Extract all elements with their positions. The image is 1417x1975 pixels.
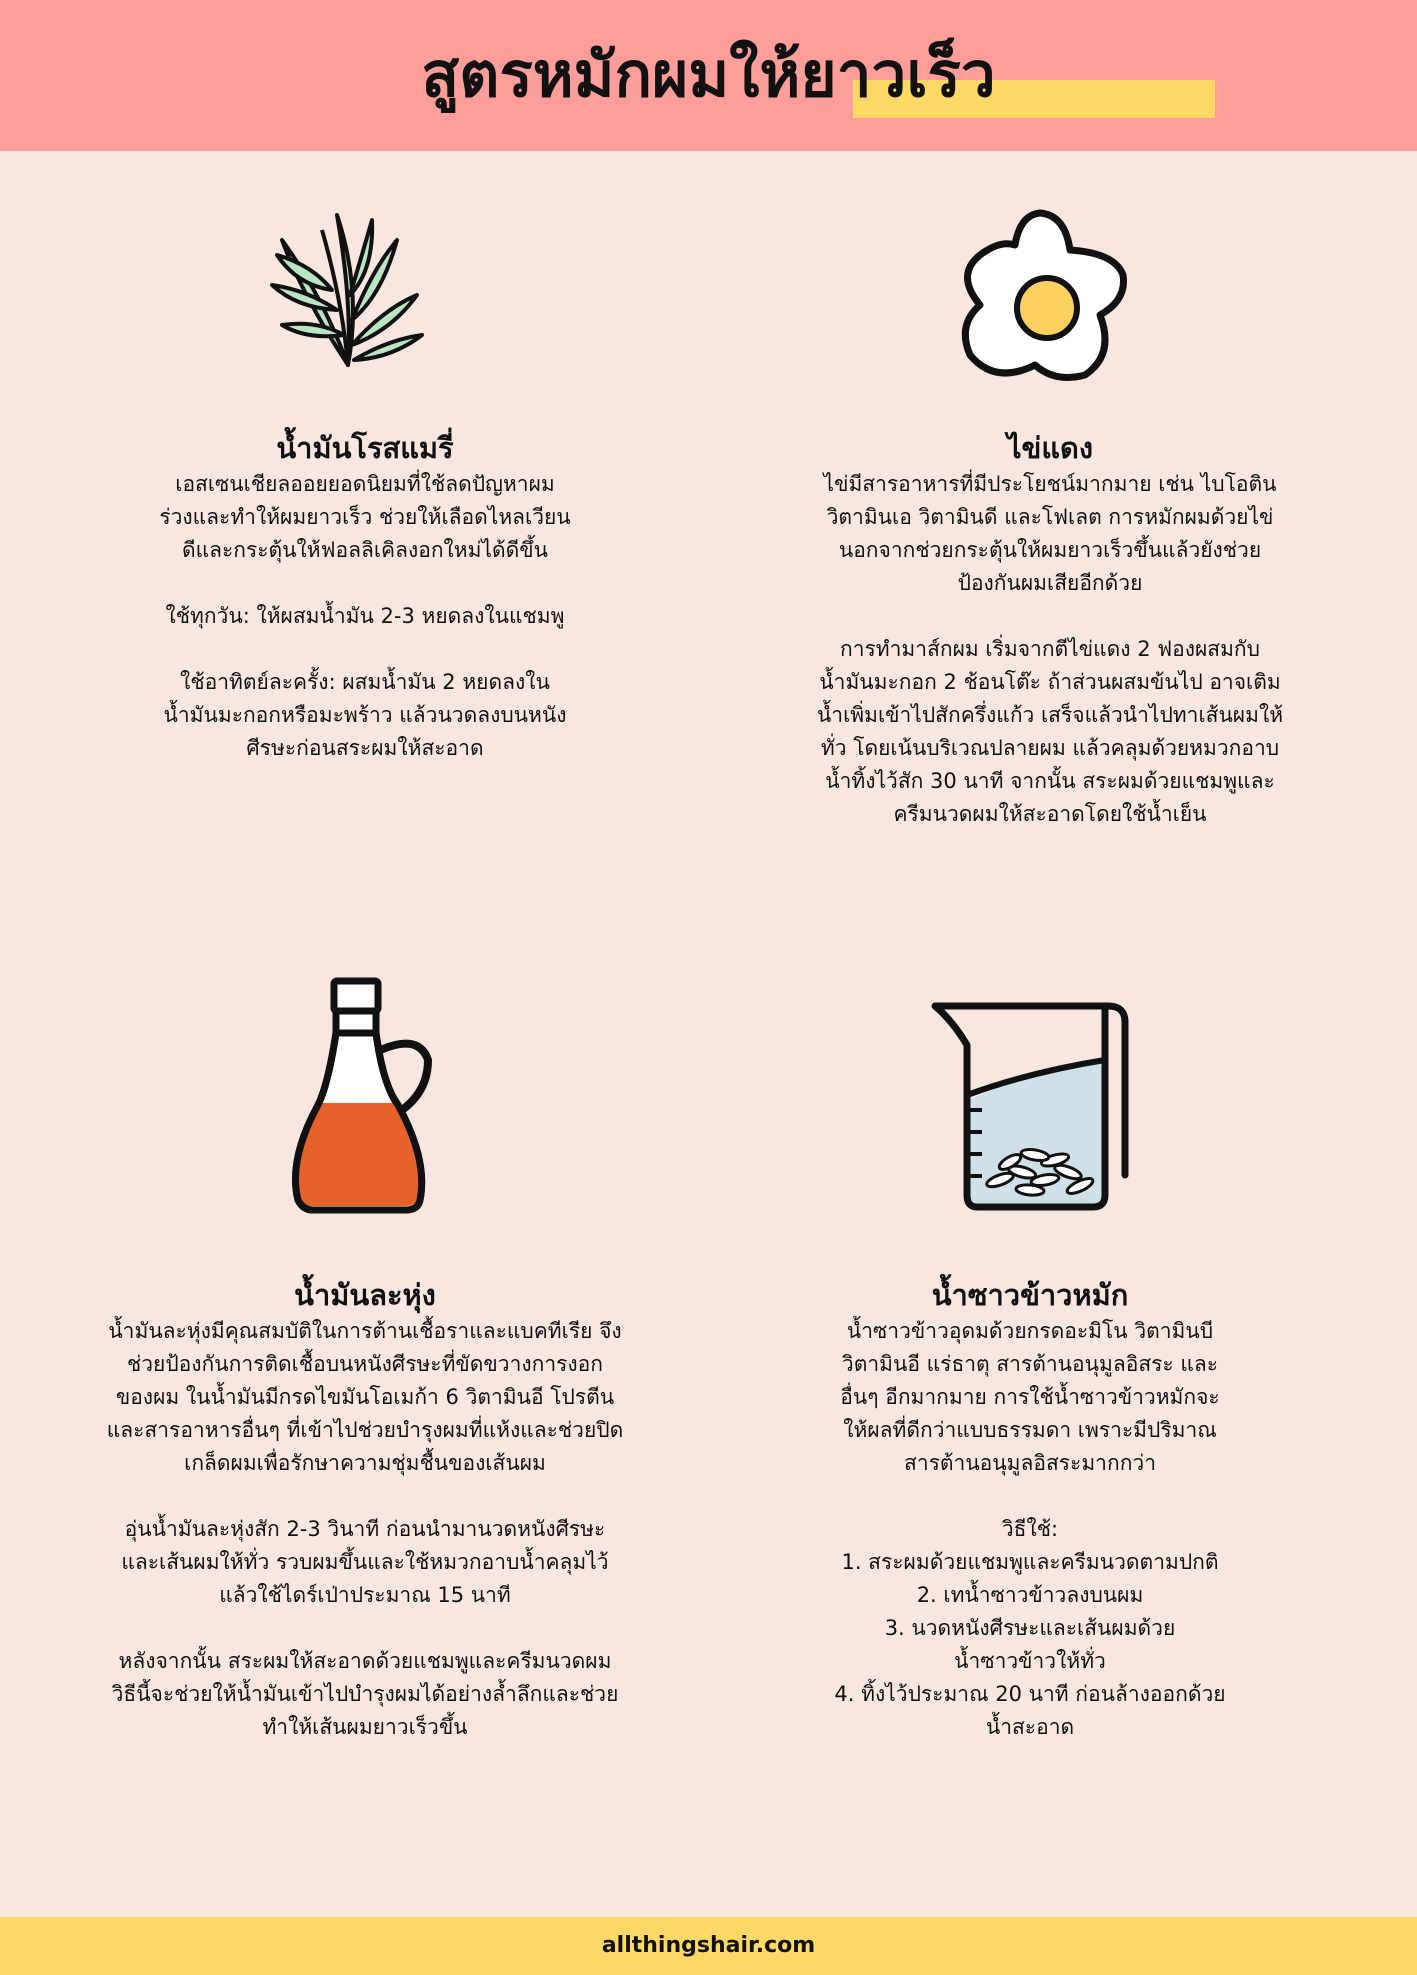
body-line: ช่วยป้องกันการติดเชื้อบนหนังศีรษะที่ขัดขวางการงอก	[127, 1352, 603, 1376]
body-line: ศีรษะก่อนสระผมให้สะอาด	[246, 736, 484, 760]
body-line: น้ำเพิ่มเข้าไปสักครึ่งแก้ว เสร็จแล้วนำไปทาเส้นผมให้	[816, 703, 1284, 727]
list-item: น้ำสะอาด	[985, 1715, 1075, 1739]
section-castor-oil	[55, 1275, 675, 1744]
body-line: เกล็ดผมเพื่อรักษาความชุ่มชื้นของเส้นผม	[184, 1451, 546, 1475]
body-line: ป้องกันผมเสียอีกด้วย	[957, 571, 1143, 595]
page-title: สูตรหมักผมให้ยาวเร็ว	[421, 38, 996, 111]
body-line: นอกจากช่วยกระตุ้นให้ผมยาวเร็วขึ้นแล้วยังช่วย	[838, 538, 1262, 562]
body-line: วิตามินเอ วิตามินดี และโฟเลต การหมักผมด้วยไข่	[826, 505, 1274, 529]
usage-steps	[760, 1546, 1300, 1744]
body-line: วิตามินอี แร่ธาตุ สารต้านอนุมูลอิสระ และ	[841, 1352, 1219, 1376]
footer-website: allthingshair.com	[601, 1933, 816, 1958]
body-line: อุ่นน้ำมันละหุ่งสัก 2-3 วินาที ก่อนนำมานวดหนังศีรษะ	[124, 1517, 606, 1541]
body-line: วิธีนี้จะช่วยให้น้ำมันเข้าไปบำรุงผมได้อย่างล้ำลึกและช่วย	[111, 1682, 619, 1706]
section-heading: ไข่แดง	[1006, 431, 1094, 465]
rosemary-sprig-icon	[262, 200, 432, 370]
body-line: และสารอาหารอื่นๆ ที่เข้าไปช่วยบำรุงผมที่แห้งและช่วยปิด	[106, 1418, 624, 1442]
body-line: อื่นๆ อีกมากมาย การใช้น้ำซาวข้าวหมักจะ	[840, 1385, 1220, 1409]
body-line: แล้วใช้ไดร์เป่าประมาณ 15 นาที	[219, 1583, 511, 1607]
list-item: 1. สระผมด้วยแชมพูและครีมนวดตามปกติ	[841, 1550, 1219, 1574]
body-line: เอสเซนเชียลออยยอดนิยมที่ใช้ลดปัญหาผม	[175, 472, 555, 496]
body-line: ไข่มีสารอาหารที่มีประโยชน์มากมาย เช่น ไบโอติน	[823, 472, 1277, 496]
section-egg-yolk	[770, 428, 1330, 831]
list-item: น้ำซาวข้าวให้ทั่ว	[954, 1649, 1106, 1673]
title-block	[0, 0, 1417, 151]
body-line: ใช้ทุกวัน: ให้ผสมน้ำมัน 2-3 หยดลงในแชมพู	[165, 604, 565, 628]
body-line: หลังจากนั้น สระผมให้สะอาดด้วยแชมพูและครีมนวดผม	[118, 1649, 612, 1673]
footer-bar	[0, 1917, 1417, 1975]
body-line: สารต้านอนุมูลอิสระมากกว่า	[904, 1451, 1156, 1475]
body-line: น้ำมันมะกอก 2 ช้อนโต๊ะ ถ้าส่วนผสมข้นไป อาจเติม	[819, 670, 1281, 694]
body-line: ดีและกระตุ้นให้ฟอลลิเคิลงอกใหม่ได้ดีขึ้น	[181, 538, 549, 562]
list-item: 3. นวดหนังศีรษะและเส้นผมด้วย	[884, 1616, 1176, 1640]
section-rosemary	[95, 428, 635, 765]
body-line: ทำให้เส้นผมยาวเร็วขึ้น	[262, 1715, 468, 1739]
body-line: ของผม ในน้ำมันมีกรดไขมันโอเมก้า 6 วิตามินอี โปรตีน	[115, 1385, 615, 1409]
body-line: ให้ผลที่ดีกว่าแบบธรรมดา เพราะมีปริมาณ	[843, 1418, 1217, 1442]
body-line: ใช้อาทิตย์ละครั้ง: ผสมน้ำมัน 2 หยดลงใน	[180, 670, 550, 694]
list-item: 2. เทน้ำซาวข้าวลงบนผม	[916, 1583, 1144, 1607]
body-line: ครีมนวดผมให้สะอาดโดยใช้น้ำเย็น	[893, 802, 1207, 826]
section-rice-water	[760, 1275, 1300, 1744]
section-heading: น้ำมันละหุ่ง	[294, 1278, 436, 1312]
body-line: น้ำทิ้งไว้สัก 30 นาที จากนั้น สระผมด้วยแชมพูและ	[825, 769, 1275, 793]
fried-egg-icon	[955, 205, 1130, 385]
body-line: ร่วงและทำให้ผมยาวเร็ว ช่วยให้เลือดไหลเวียน	[159, 505, 571, 529]
list-item: 4. ทิ้งไว้ประมาณ 20 นาที ก่อนล้างออกด้วย	[834, 1682, 1226, 1706]
section-heading: น้ำมันโรสแมรี่	[276, 431, 454, 465]
body-line: น้ำมันมะกอกหรือมะพร้าว แล้วนวดลงบนหนัง	[163, 703, 567, 727]
body-line: น้ำซาวข้าวอุดมด้วยกรดอะมิโน วิตามินบี	[846, 1319, 1214, 1343]
measuring-jug-rice-water-icon	[930, 1000, 1130, 1215]
usage-label: วิธีใช้:	[1001, 1517, 1059, 1541]
body-line: น้ำมันละหุ่งมีคุณสมบัติในการต้านเชื้อราและแบคทีเรีย จึง	[108, 1319, 622, 1343]
body-line: และเส้นผมให้ทั่ว รวบผมขึ้นและใช้หมวกอาบน้ำคลุมไว้	[121, 1550, 609, 1574]
body-line: ทั่ว โดยเน้นบริเวณปลายผม แล้วคลุมด้วยหมวกอาบ	[820, 736, 1280, 760]
body-line: การทำมาส์กผม เริ่มจากตีไข่แดง 2 ฟองผสมกับ	[840, 637, 1260, 661]
section-heading: น้ำซาวข้าวหมัก	[931, 1278, 1129, 1312]
oil-bottle-icon	[288, 975, 438, 1215]
